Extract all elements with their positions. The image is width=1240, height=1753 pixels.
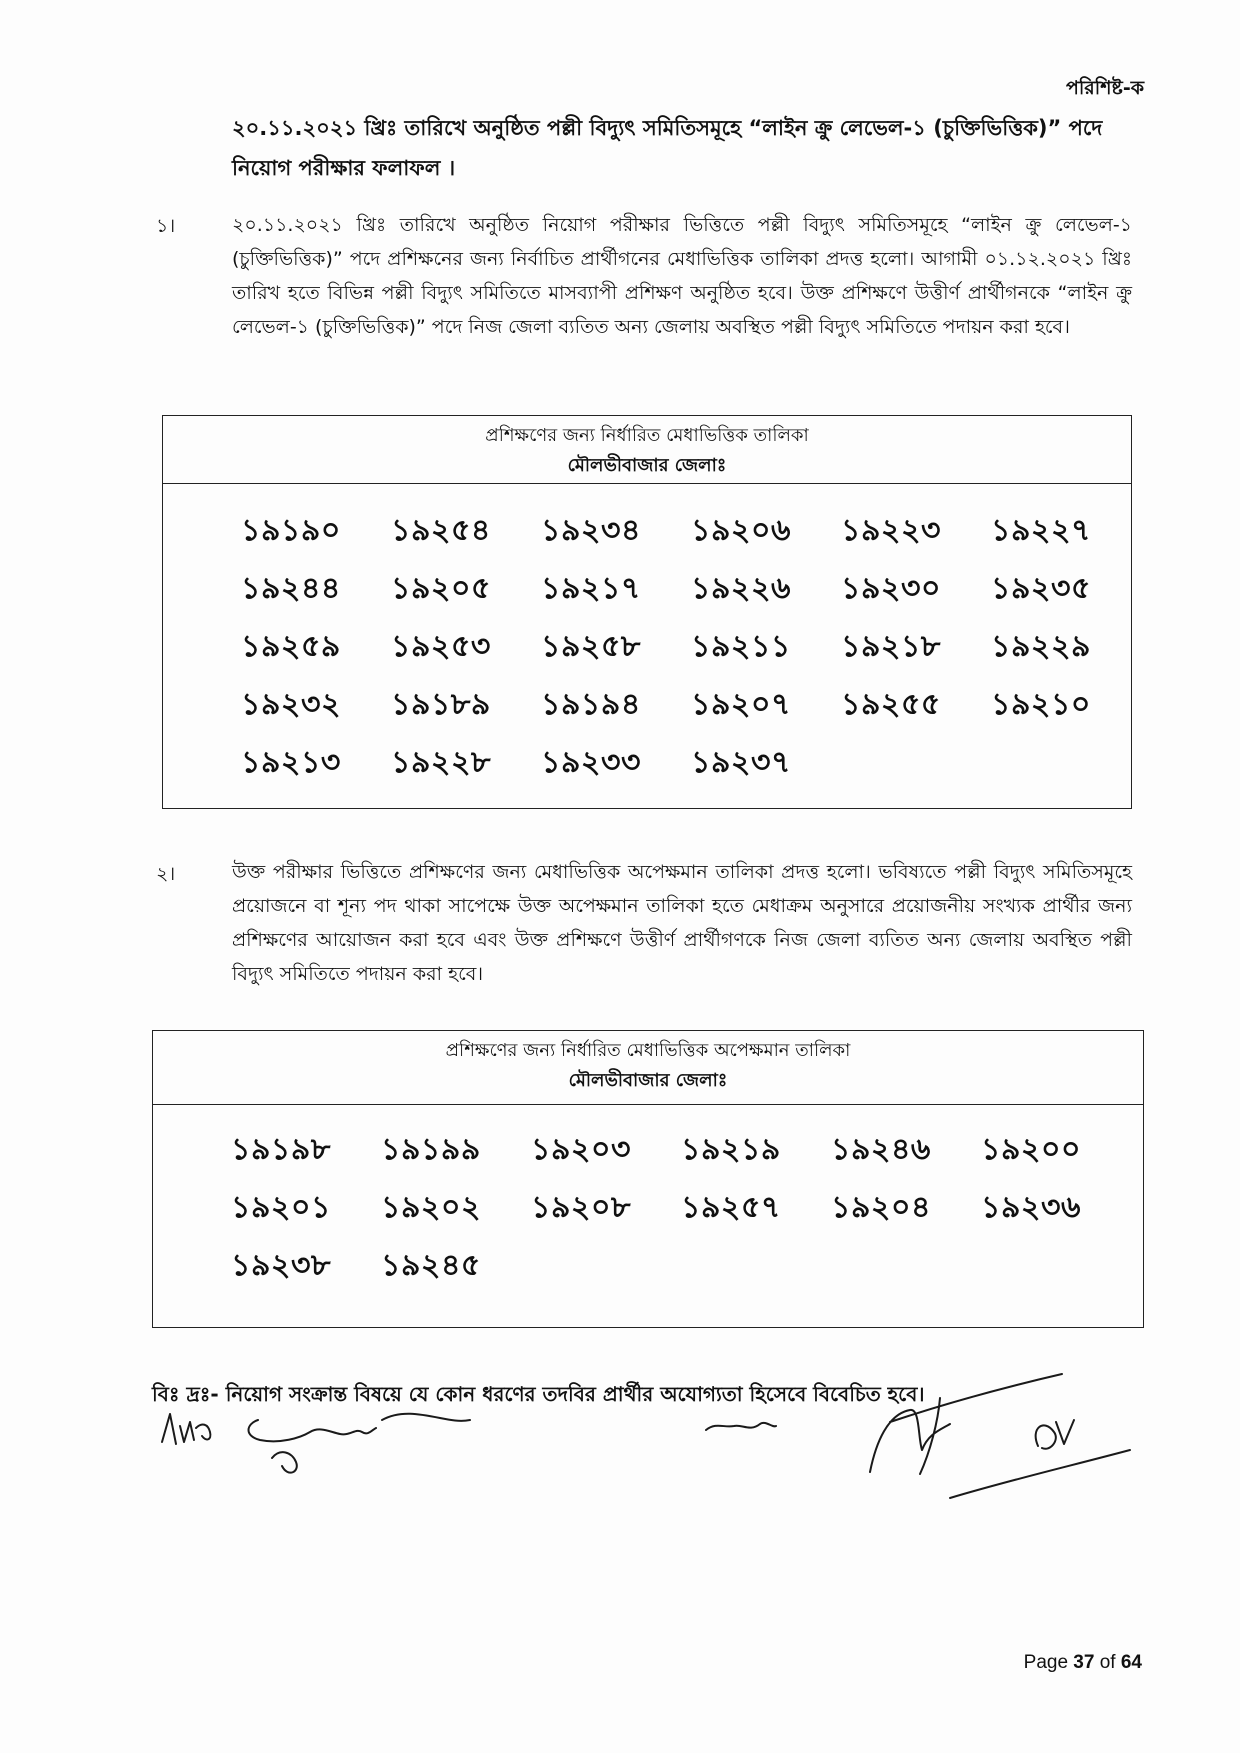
section-1-text: ২০.১১.২০২১ খ্রিঃ তারিখে অনুষ্ঠিত নিয়োগ পরীক্ষার ভিত্তিতে পল্লী বিদ্যুৎ সমিতিসমূহে “লাইন ক্রু লেভেল-১ (চুক্তিভিত্তিক)” পদে প্রশিক্ষনের জন্য নির্বাচিত প্রার্থীগনের মেধাভিত্তিক তালিকা প্রদত্ত হলো। আগামী ০১.১২.২০২১ খ্রিঃ তারিখ হতে বিভিন্ন পল্লী বিদ্যুৎ সমিতিতে মাসব্যাপী প্রশিক্ষণ অনুষ্ঠিত হবে। উক্ত প্রশিক্ষণে উত্তীর্ণ প্রার্থীগনকে “লাইন ক্রু লেভেল-১ (চুক্তিভিত্তিক)” পদে নিজ জেলা ব্যতিত অন্য জেলায় অবস্থিত পল্লী বিদ্যুৎ সমিতিতে পদায়ন করা হবে।	[232, 214, 1132, 338]
roll-number: ১৯২৩৩	[541, 745, 641, 780]
roll-number: ১৯২৪৬	[831, 1132, 931, 1167]
page-footer	[1024, 1652, 1142, 1674]
section-1-number: ১।	[156, 215, 176, 237]
roll-number: ১৯২০৪	[831, 1190, 931, 1225]
roll-number: ১৯২৫৩	[391, 629, 491, 664]
note-text: বিঃ দ্রঃ- নিয়োগ সংক্রান্ত বিষয়ে যে কোন ধরণের তদবির প্রার্থীর অযোগ্যতা হিসেবে বিবেচিত হবে।	[152, 1382, 925, 1406]
roll-number: ১৯২০৭	[691, 687, 791, 722]
signature-1	[162, 1414, 210, 1444]
roll-number: ১৯২১০	[991, 687, 1091, 722]
roll-number: ১৯১৯৯	[381, 1132, 481, 1167]
roll-number: ১৯২২৯	[991, 629, 1091, 664]
waiting-roll-grid	[231, 1125, 1143, 1299]
roll-number: ১৯১৯০	[241, 513, 341, 548]
roll-number: ১৯২০১	[231, 1190, 331, 1225]
annex-label: পরিশিষ্ট-ক	[1065, 77, 1144, 99]
roll-number: ১৯২৩৬	[981, 1190, 1081, 1225]
merit-list-title: প্রশিক্ষণের জন্য নির্ধারিত মেধাভিত্তিক তালিকা	[485, 425, 809, 446]
roll-number: ১৯২৩০	[841, 571, 941, 606]
roll-number: ১৯২৫৭	[681, 1190, 781, 1225]
roll-number: ১৯২৩৭	[691, 745, 791, 780]
waiting-list-district: মৌলভীবাজার জেলাঃ	[568, 1070, 728, 1091]
roll-number: ১৯২১১	[691, 629, 791, 664]
merit-list-district: মৌলভীবাজার জেলাঃ	[567, 455, 727, 476]
waiting-list-table	[152, 1030, 1144, 1328]
roll-number: ১৯২৫৯	[241, 629, 341, 664]
roll-number: ১৯২১৩	[241, 745, 341, 780]
page-of: of	[1099, 1652, 1116, 1673]
roll-number: ১৯২০৮	[531, 1190, 631, 1225]
page-prefix: Page	[1023, 1652, 1069, 1673]
roll-number: ১৯১৯৪	[541, 687, 641, 722]
roll-number: ১৯২০৬	[691, 513, 791, 548]
signature-2	[249, 1414, 471, 1473]
roll-number: ১৯২২৬	[691, 571, 791, 606]
roll-number: ১৯২৪৪	[241, 571, 341, 606]
page-current: 37	[1073, 1652, 1095, 1673]
roll-number: ১৯২০৫	[391, 571, 491, 606]
roll-number: ১৯২০০	[981, 1132, 1081, 1167]
roll-number: ১৯২৩৪	[541, 513, 641, 548]
merit-list-table	[162, 415, 1132, 809]
roll-number: ১৯২১৭	[541, 571, 641, 606]
page-total: 64	[1120, 1652, 1142, 1673]
roll-number: ১৯২৩৫	[991, 571, 1091, 606]
roll-number: ১৯২২৩	[841, 513, 941, 548]
roll-number: ১৯২৫৪	[391, 513, 491, 548]
merit-roll-grid	[241, 506, 1131, 796]
roll-number: ১৯২২৮	[391, 745, 491, 780]
roll-number: ১৯১৯৮	[231, 1132, 331, 1167]
roll-number: ১৯২১৮	[841, 629, 941, 664]
roll-number: ১৯২২৭	[991, 513, 1091, 548]
waiting-list-header	[153, 1031, 1143, 1105]
signature-4	[870, 1374, 1062, 1474]
signature-5	[950, 1420, 1130, 1498]
roll-number: ১৯২০৩	[531, 1132, 631, 1167]
roll-number: ১৯২০২	[381, 1190, 481, 1225]
waiting-list-title: প্রশিক্ষণের জন্য নির্ধারিত মেধাভিত্তিক অপেক্ষমান তালিকা	[445, 1040, 851, 1061]
roll-number: ১৯২৫৮	[541, 629, 641, 664]
merit-list-header	[163, 416, 1131, 484]
roll-number: ১৯২৫৫	[841, 687, 941, 722]
signature-3	[706, 1423, 776, 1430]
roll-number: ১৯২৩২	[241, 687, 341, 722]
roll-number: ১৯২১৯	[681, 1132, 781, 1167]
signatures	[150, 1362, 1240, 1502]
roll-number: ১৯২৩৮	[231, 1248, 331, 1283]
roll-number: ১৯২৪৫	[381, 1248, 481, 1283]
document-heading: ২০.১১.২০২১ খ্রিঃ তারিখে অনুষ্ঠিত পল্লী বিদ্যুৎ সমিতিসমূহে “লাইন ক্রু লেভেল-১ (চুক্তিভিত্তিক)” পদে নিয়োগ পরীক্ষার ফলাফল ।	[232, 116, 1103, 180]
roll-number: ১৯১৮৯	[391, 687, 491, 722]
section-2-text: উক্ত পরীক্ষার ভিত্তিতে প্রশিক্ষণের জন্য মেধাভিত্তিক অপেক্ষমান তালিকা প্রদত্ত হলো। ভবিষ্যতে পল্লী বিদ্যুৎ সমিতিসমূহে প্রয়োজনে বা শূন্য পদ থাকা সাপেক্ষে উক্ত অপেক্ষমান তালিকা হতে মেধাক্রম অনুসারে প্রয়োজনীয় সংখ্যক প্রার্থীর জন্য প্রশিক্ষণের আয়োজন করা হবে এবং উক্ত প্রশিক্ষণে উত্তীর্ণ প্রার্থীগণকে নিজ জেলা ব্যতিত অন্য জেলায় অবস্থিত পল্লী বিদ্যুৎ সমিতিতে পদায়ন করা হবে।	[232, 861, 1132, 985]
section-2-number: ২।	[156, 863, 176, 885]
